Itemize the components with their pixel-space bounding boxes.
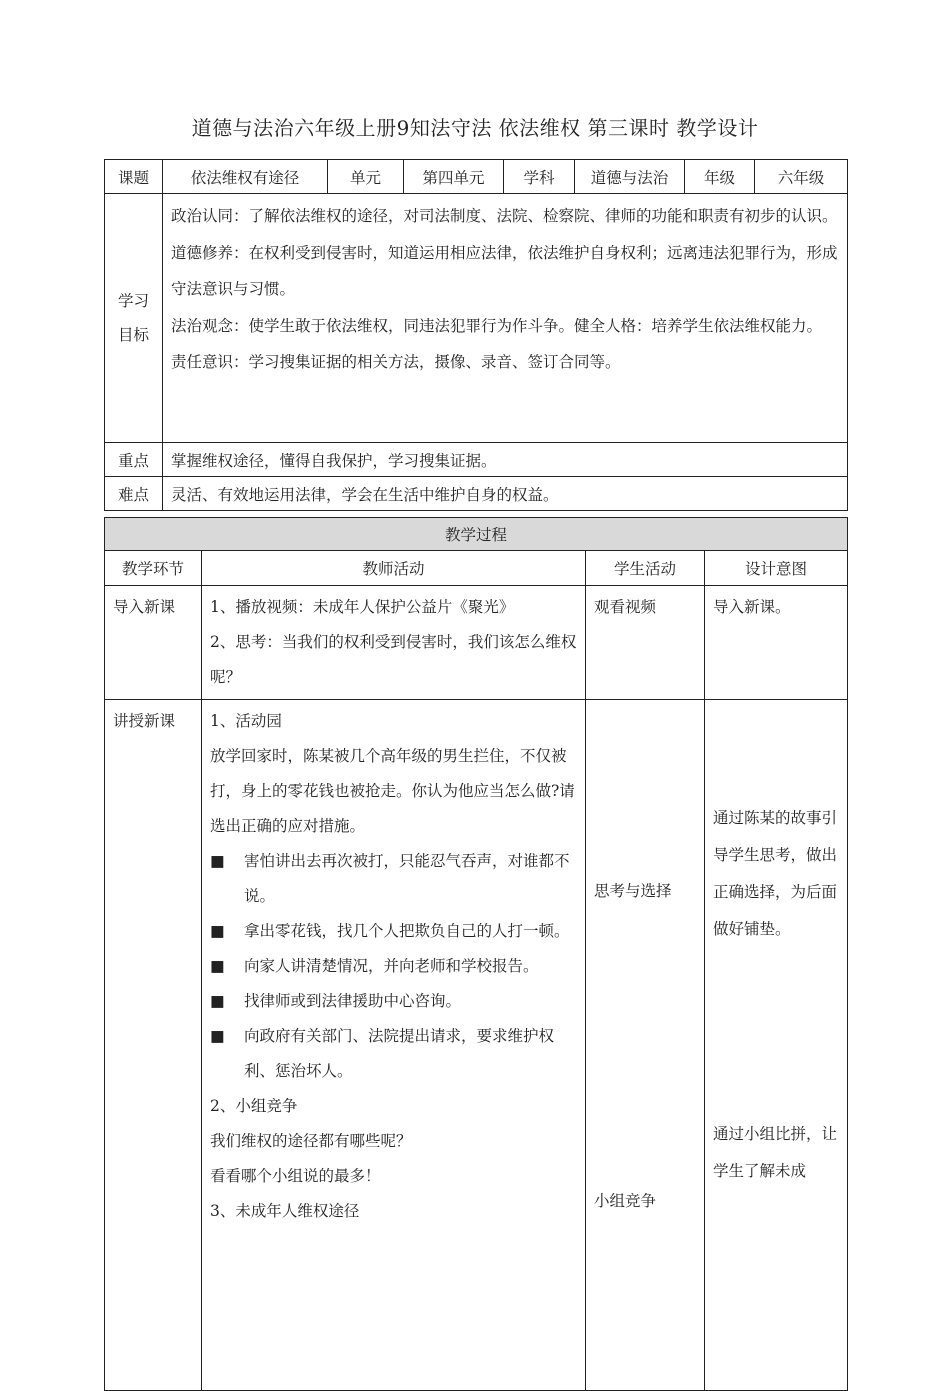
header-student: 学生活动 [586,551,705,586]
lesson-teacher: 1、活动园 放学回家时，陈某被几个高年级的男生拦住，不仅被打，身上的零花钱也被抢走。你认为他应当怎么做?请选出正确的应对措施。 ■ 害怕讲出去再次被打，只能忍气吞声，对谁都不说。 ■ 拿出零花钱，找几个人把欺负自己的人打一顿。 ■ 向家人讲清楚情况，并向老师和学校报告。 ■ 找律师或到法律援助中心咨询。 ■ 向政府有关部门、法院提出请求，要求维护权利、惩治坏人。 2、小组竞争 我们维权的途径都有哪些呢？ 看看哪个小组说的最多！ 3、未成年人维权途径 [202,700,586,1391]
square-bullet-icon: ■ [210,852,225,870]
grade-value: 六年级 [755,160,848,194]
key-label: 重点 [105,443,163,477]
lesson-stage: 讲授新课 [105,700,202,1391]
goal-item: 道德修养：在权利受到侵害时，知道运用相应法律，依法维护自身权利；远离违法犯罪行为，形成守法意识与习惯。 [171,243,838,298]
student-activity-2: 小组竞争 [594,1192,657,1210]
teaching-process-table [104,517,848,1391]
goals-row [105,194,848,443]
process-header-row [105,551,848,586]
intro-student: 观看视频 [586,586,705,700]
subject-value: 道德与法治 [575,160,685,194]
subject-label: 学科 [504,160,575,194]
topic-value: 依法维权有途径 [163,160,328,194]
process-band: 教学过程 [105,518,848,551]
difficulty-row [105,477,848,511]
grade-label: 年级 [685,160,755,194]
student-activity-1: 思考与选择 [594,882,672,900]
header-stage: 教学环节 [105,551,202,586]
lesson-info-table [104,159,848,511]
topic-label: 课题 [105,160,163,194]
option-item: ■ 害怕讲出去再次被打，只能忍气吞声，对谁都不说。 [210,844,577,914]
intro-stage: 导入新课 [105,586,202,700]
square-bullet-icon: ■ [210,957,225,975]
option-item: ■ 找律师或到法律援助中心咨询。 [210,984,577,1019]
intro-row [105,586,848,700]
option-item: ■ 拿出零花钱，找几个人把欺负自己的人打一顿。 [210,914,577,949]
difficulty-label: 难点 [105,477,163,511]
key-value: 掌握维权途径，懂得自我保护，学习搜集证据。 [163,443,848,477]
header-teacher: 教师活动 [202,551,586,586]
unit-label: 单元 [328,160,404,194]
lesson-row [105,700,848,1391]
info-header-row [105,160,848,194]
header-intent: 设计意图 [705,551,848,586]
goals-content [163,194,848,443]
intent-2: 通过小组比拼，让学生了解未成 [713,1125,838,1180]
goal-item: 法治观念：使学生敢于依法维权，同违法犯罪行为作斗争。健全人格：培养学生依法维权能力。 [171,316,823,335]
goal-item: 责任意识：学习搜集证据的相关方法，摄像、录音、签订合同等。 [171,353,621,371]
unit-value: 第四单元 [404,160,504,194]
goal-item: 政治认同：了解依法维权的途径，对司法制度、法院、检察院、律师的功能和职责有初步的认识。 [171,207,838,225]
lesson-intent [705,700,848,1391]
key-point-row [105,443,848,477]
square-bullet-icon: ■ [210,1027,225,1045]
page-title: 道德与法治六年级上册9知法守法 依法维权 第三课时 教学设计 [191,116,759,140]
option-item: ■ 向政府有关部门、法院提出请求，要求维护权利、惩治坏人。 [210,1019,577,1089]
intro-intent: 导入新课。 [705,586,848,700]
goals-label: 学习 目标 [105,194,163,443]
intent-1: 通过陈某的故事引导学生思考，做出正确选择，为后面做好铺垫。 [713,809,838,938]
process-band-row [105,518,848,551]
difficulty-value: 灵活、有效地运用法律，学会在生活中维护自身的权益。 [163,477,848,511]
option-item: ■ 向家人讲清楚情况，并向老师和学校报告。 [210,949,577,984]
lesson-student [586,700,705,1391]
square-bullet-icon: ■ [210,922,225,940]
intro-teacher: 1、播放视频：未成年人保护公益片《聚光》 2、思考：当我们的权利受到侵害时，我们该怎么维权呢？ [202,586,586,700]
square-bullet-icon: ■ [210,992,225,1010]
